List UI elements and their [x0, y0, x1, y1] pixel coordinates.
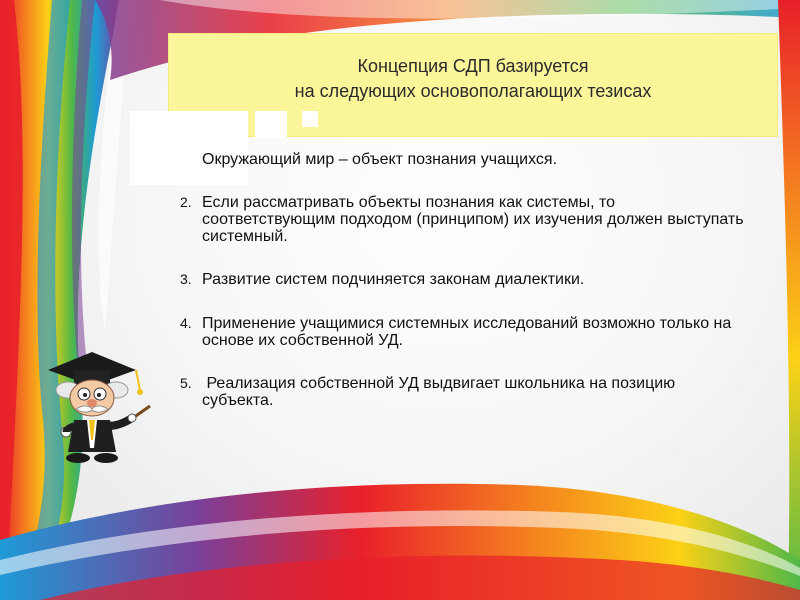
decorative-block-medium: [255, 111, 287, 139]
thesis-number: 4.: [180, 315, 192, 331]
thesis-text: Окружающий мир – объект познания учащихся.: [202, 151, 558, 168]
title-line-1: Концепция СДП базируется: [357, 56, 589, 76]
thesis-list: [180, 151, 750, 409]
professor-mascot-icon: [40, 340, 152, 470]
thesis-text: Если рассматривать объекты познания как системы, то соответствующим подходом (принципом) их изучения должен выступать системный.: [202, 194, 744, 245]
thesis-item: [180, 151, 750, 168]
thesis-number: 3.: [180, 271, 192, 287]
thesis-text: Применение учащимися системных исследований возможно только на основе их собственной УД.: [202, 315, 732, 349]
thesis-text: Развитие систем подчиняется законам диалектики.: [202, 271, 585, 288]
decorative-block-small: [302, 111, 318, 127]
thesis-text: Реализация собственной УД выдвигает школьника на позицию субъекта.: [202, 375, 680, 409]
title-line-2: на следующих основополагающих тезисах: [294, 81, 652, 101]
thesis-number: 2.: [180, 194, 192, 210]
thesis-number: 5.: [180, 375, 192, 391]
thesis-item: [180, 315, 750, 349]
thesis-item: [180, 194, 750, 245]
thesis-item: [180, 375, 750, 409]
thesis-item: [180, 271, 750, 288]
